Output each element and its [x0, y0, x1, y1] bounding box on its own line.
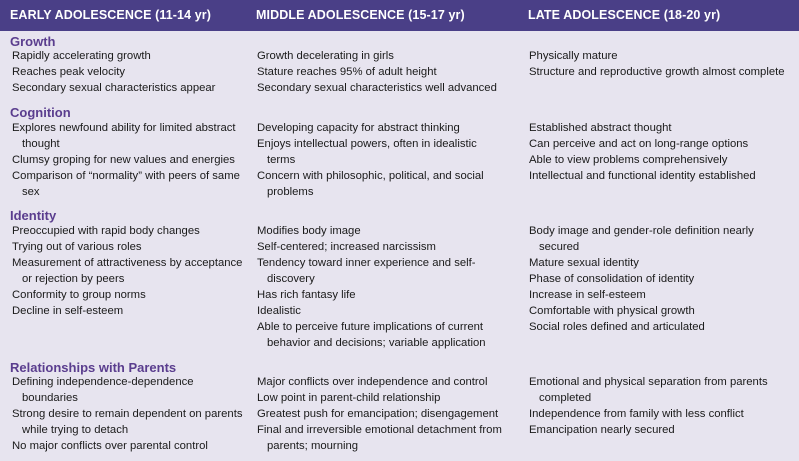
list-item: Phase of consolidation of identity	[529, 273, 695, 285]
section-title-parents: Relationships with Parents	[10, 360, 177, 375]
list-item: Has rich fantasy life	[257, 289, 356, 301]
identity-early	[12, 223, 250, 319]
list-item: Clumsy groping for new values and energies	[12, 154, 235, 166]
identity-late	[529, 223, 795, 335]
list-item: Trying out of various roles	[12, 241, 142, 253]
growth-late	[529, 48, 795, 80]
section-title-cognition: Cognition	[10, 105, 71, 120]
list-item: Rapidly accelerating growth	[12, 50, 151, 62]
list-item: Emotional and physical separation from parents completed	[529, 376, 768, 404]
list-item: Low point in parent-child relationship	[257, 392, 441, 404]
section-title-growth: Growth	[10, 34, 56, 49]
list-item: Emancipation nearly secured	[529, 424, 675, 436]
cognition-late	[529, 120, 795, 184]
list-item: Physically mature	[529, 50, 618, 62]
list-item: Established abstract thought	[529, 122, 672, 134]
parents-late	[529, 374, 795, 438]
list-item: Stature reaches 95% of adult height	[257, 66, 437, 78]
list-item: Preoccupied with rapid body changes	[12, 225, 200, 237]
list-item: Comparison of “normality” with peers of same sex	[12, 170, 240, 198]
parents-early	[12, 374, 250, 454]
list-item: Enjoys intellectual powers, often in idealistic terms	[257, 138, 477, 166]
list-item: Concern with philosophic, political, and social problems	[257, 170, 484, 198]
list-item: Idealistic	[257, 305, 301, 317]
list-item: Decline in self-esteem	[12, 305, 124, 317]
header-early: EARLY ADOLESCENCE (11-14 yr)	[10, 8, 212, 22]
list-item: Major conflicts over independence and control	[257, 376, 488, 388]
list-item: Can perceive and act on long-range options	[529, 138, 749, 150]
list-item: Growth decelerating in girls	[257, 50, 394, 62]
list-item: Able to perceive future implications of current behavior and decisions; variable application	[257, 321, 486, 349]
list-item: Mature sexual identity	[529, 257, 639, 269]
list-item: Structure and reproductive growth almost complete	[529, 66, 785, 78]
parents-middle	[257, 374, 505, 454]
list-item: Body image and gender-role definition nearly secured	[529, 225, 754, 253]
list-item: Defining independence-dependence boundaries	[12, 376, 194, 404]
list-item: Secondary sexual characteristics well advanced	[257, 82, 497, 94]
list-item: Comfortable with physical growth	[529, 305, 695, 317]
list-item: Conformity to group norms	[12, 289, 146, 301]
list-item: Final and irreversible emotional detachment from parents; mourning	[257, 424, 502, 452]
table-header	[0, 0, 799, 31]
section-title-identity: Identity	[10, 208, 57, 223]
list-item: Greatest push for emancipation; disengagement	[257, 408, 499, 420]
growth-middle	[257, 48, 505, 96]
list-item: Modifies body image	[257, 225, 361, 237]
list-item: Social roles defined and articulated	[529, 321, 705, 333]
list-item: Increase in self-esteem	[529, 289, 646, 301]
list-item: Self-centered; increased narcissism	[257, 241, 436, 253]
growth-early	[12, 48, 250, 96]
list-item: Tendency toward inner experience and self-discovery	[257, 257, 476, 285]
list-item: Measurement of attractiveness by acceptance or rejection by peers	[12, 257, 243, 285]
list-item: Developing capacity for abstract thinking	[257, 122, 460, 134]
header-late: LATE ADOLESCENCE (18-20 yr)	[528, 8, 721, 22]
list-item: Intellectual and functional identity established	[529, 170, 756, 182]
list-item: No major conflicts over parental control	[12, 440, 208, 452]
cognition-early	[12, 120, 250, 200]
list-item: Reaches peak velocity	[12, 66, 126, 78]
identity-middle	[257, 223, 505, 351]
cognition-middle	[257, 120, 505, 200]
list-item: Secondary sexual characteristics appear	[12, 82, 216, 94]
list-item: Independence from family with less conflict	[529, 408, 744, 420]
list-item: Explores newfound ability for limited abstract thought	[12, 122, 236, 150]
list-item: Strong desire to remain dependent on parents while trying to detach	[12, 408, 243, 436]
list-item: Able to view problems comprehensively	[529, 154, 728, 166]
header-middle: MIDDLE ADOLESCENCE (15-17 yr)	[256, 8, 465, 22]
